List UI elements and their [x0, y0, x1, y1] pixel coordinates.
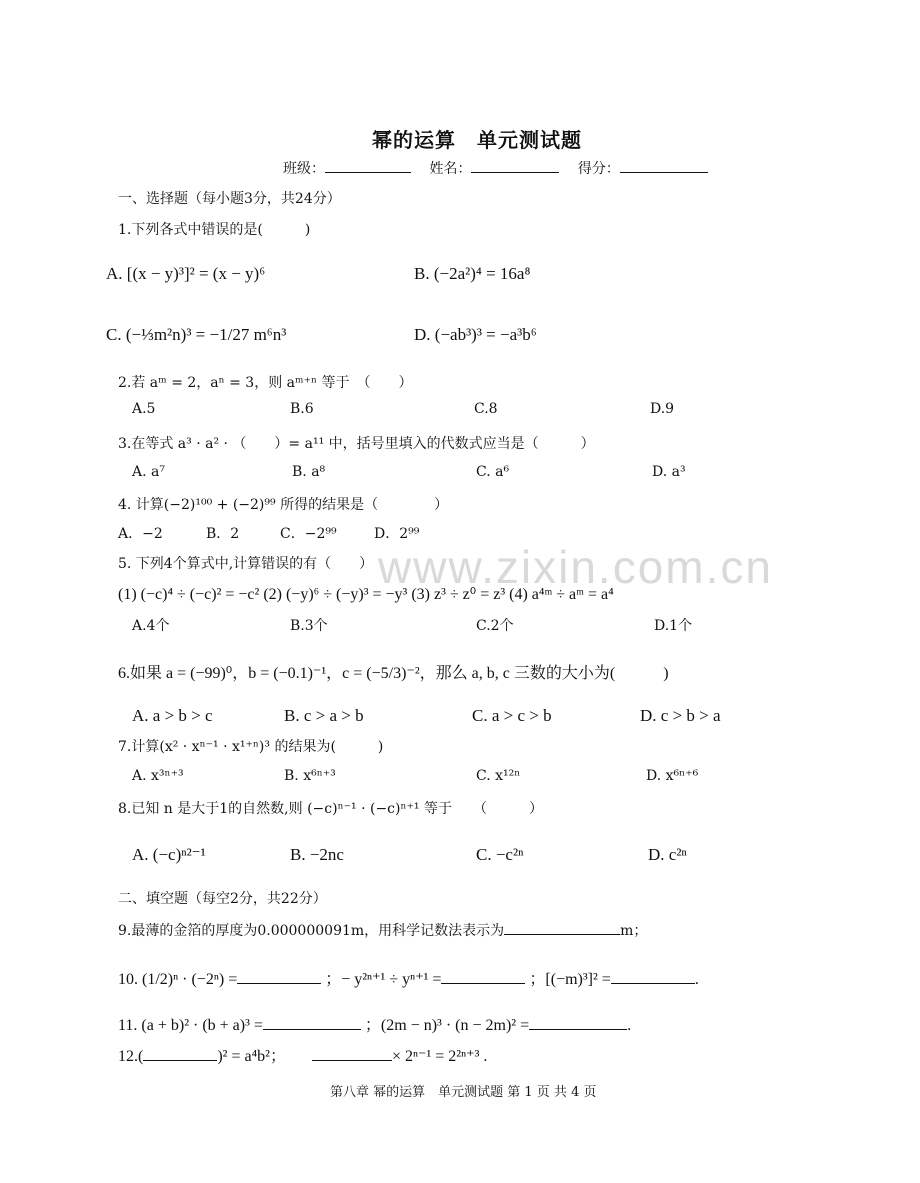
q7-option-b: B. x⁶ⁿ⁺³	[284, 768, 336, 784]
page-title: 幂的运算 单元测试题	[372, 128, 582, 152]
q2-option-c: C.8	[474, 401, 498, 417]
page-footer: 第八章 幂的运算 单元测试题 第 1 页 共 4 页	[330, 1085, 597, 1100]
section-fill-heading: 二、填空题（每空2分，共22分）	[118, 891, 327, 907]
q11-part-b: ；(2m − n)³ · (n − 2m)² =	[364, 1017, 530, 1034]
q6-option-b: B. c > a > b	[284, 706, 364, 725]
q10-blank-3[interactable]	[611, 969, 695, 984]
q3-option-d: D. a³	[652, 464, 686, 480]
q5-option-d: D.1个	[654, 618, 693, 634]
q8-option-c: C. −c²ⁿ	[476, 845, 524, 864]
q3-option-b: B. a⁸	[292, 464, 326, 480]
q12-part-a: )² = a⁴b²；	[217, 1048, 286, 1065]
q9-text: 9.最薄的金箔的厚度为0.000000091m，用科学记数法表示为	[118, 923, 505, 939]
score-label: 得分：	[577, 161, 620, 177]
q5-option-c: C.2个	[476, 618, 514, 634]
q7-stem: 7.计算(x² · xⁿ⁻¹ · x¹⁺ⁿ)³ 的结果为( )	[118, 739, 384, 755]
q2-stem: 2.若 aᵐ = 2，aⁿ = 3，则 aᵐ⁺ⁿ 等于 （ ）	[118, 375, 413, 391]
q11-part-a: 11. (a + b)² · (b + a)³ =	[118, 1017, 263, 1034]
q3-option-a: A. a⁷	[132, 464, 165, 480]
q11-blank-1[interactable]	[263, 1015, 361, 1030]
q8-stem: 8.已知 n 是大于1的自然数,则 (−c)ⁿ⁻¹ · (−c)ⁿ⁺¹ 等于 （ ）	[118, 801, 543, 817]
q8-option-d: D. c²ⁿ	[648, 845, 687, 864]
score-blank[interactable]	[620, 158, 708, 173]
q5-items: (1) (−c)⁴ ÷ (−c)² = −c² (2) (−y)⁶ ÷ (−y)³ = −y³ (3) z³ ÷ z⁰ = z³ (4) a⁴ᵐ ÷ aᵐ = a⁴	[118, 586, 614, 603]
q4-stem: 4. 计算(−2)¹⁰⁰ + (−2)⁹⁹ 所得的结果是（ ）	[118, 497, 449, 513]
q8-option-a: A. (−c)ⁿ²⁻¹	[132, 845, 206, 864]
watermark: www.zixin.com.cn	[378, 541, 773, 593]
q12-open: 12.(	[118, 1048, 144, 1065]
q10-part-c: ；[(−m)³]² =	[529, 971, 611, 988]
q5-option-a: A.4个	[132, 618, 170, 634]
section-choice-heading: 一、选择题（每小题3分，共24分）	[118, 191, 341, 207]
q10-part-b: ；− y²ⁿ⁺¹ ÷ yⁿ⁺¹ =	[325, 971, 442, 988]
q8-option-b: B. −2nc	[290, 845, 344, 864]
q10-blank-2[interactable]	[441, 969, 525, 984]
q6-stem: 6.如果 a = (−99)⁰，b = (−0.1)⁻¹，c = (−5/3)⁻²，那么 a, b, c 三数的大小为( )	[118, 665, 669, 682]
q7-option-a: A. x³ⁿ⁺³	[132, 768, 184, 784]
q4-option-c: C．−2⁹⁹	[280, 526, 337, 542]
q10-part-a: 10. (1/2)ⁿ · (−2ⁿ) =	[118, 971, 238, 988]
q10-end: .	[694, 971, 699, 988]
q7-option-d: D. x⁶ⁿ⁺⁶	[646, 768, 699, 784]
q5-stem: 5. 下列4个算式中,计算错误的有（ ）	[118, 556, 374, 572]
q6-option-c: C. a > c > b	[472, 706, 552, 725]
q11-blank-2[interactable]	[529, 1015, 627, 1030]
q3-option-c: C. a⁶	[476, 464, 510, 480]
q2-option-d: D.9	[650, 401, 675, 417]
q12	[118, 1043, 487, 1066]
q11	[118, 1012, 631, 1035]
name-blank[interactable]	[471, 158, 559, 173]
q3-stem: 3.在等式 a³ · a² · （ ）= a¹¹ 中，括号里填入的代数式应当是（ ）	[118, 436, 595, 452]
q2-option-a: A.5	[132, 401, 156, 417]
q4-option-d: D．2⁹⁹	[374, 526, 420, 542]
q7-option-c: C. x¹²ⁿ	[476, 768, 521, 784]
q4-option-a: A．−2	[118, 526, 163, 542]
q12-blank-1[interactable]	[143, 1046, 217, 1061]
q6-option-d: D. c > b > a	[640, 706, 721, 725]
class-blank[interactable]	[325, 158, 411, 173]
q9-blank[interactable]	[504, 920, 620, 935]
q12-blank-2[interactable]	[312, 1046, 392, 1061]
q12-part-b: × 2ⁿ⁻¹ = 2²ⁿ⁺³ .	[391, 1048, 488, 1065]
q4-option-b: B．2	[206, 526, 240, 542]
q1-option-a: A. [(x − y)³]² = (x − y)⁶	[106, 264, 266, 283]
name-label: 姓名：	[429, 161, 472, 177]
q6-option-a: A. a > b > c	[132, 706, 213, 725]
q9	[118, 920, 647, 940]
class-label: 班级：	[283, 161, 325, 177]
q1-option-b: B. (−2a²)⁴ = 16a⁸	[414, 264, 531, 283]
q5-option-b: B.3个	[290, 618, 328, 634]
q1-option-d: D. (−ab³)³ = −a³b⁶	[414, 325, 537, 344]
q11-end: .	[627, 1017, 632, 1034]
q1-stem: 1.下列各式中错误的是( )	[118, 222, 311, 238]
q2-option-b: B.6	[290, 401, 314, 417]
q1-option-c: C. (−⅓m²n)³ = −1/27 m⁶n³	[106, 325, 287, 344]
q10	[118, 966, 699, 989]
q10-blank-1[interactable]	[237, 969, 321, 984]
header-fields	[283, 158, 708, 178]
q9-unit: m；	[620, 923, 648, 939]
